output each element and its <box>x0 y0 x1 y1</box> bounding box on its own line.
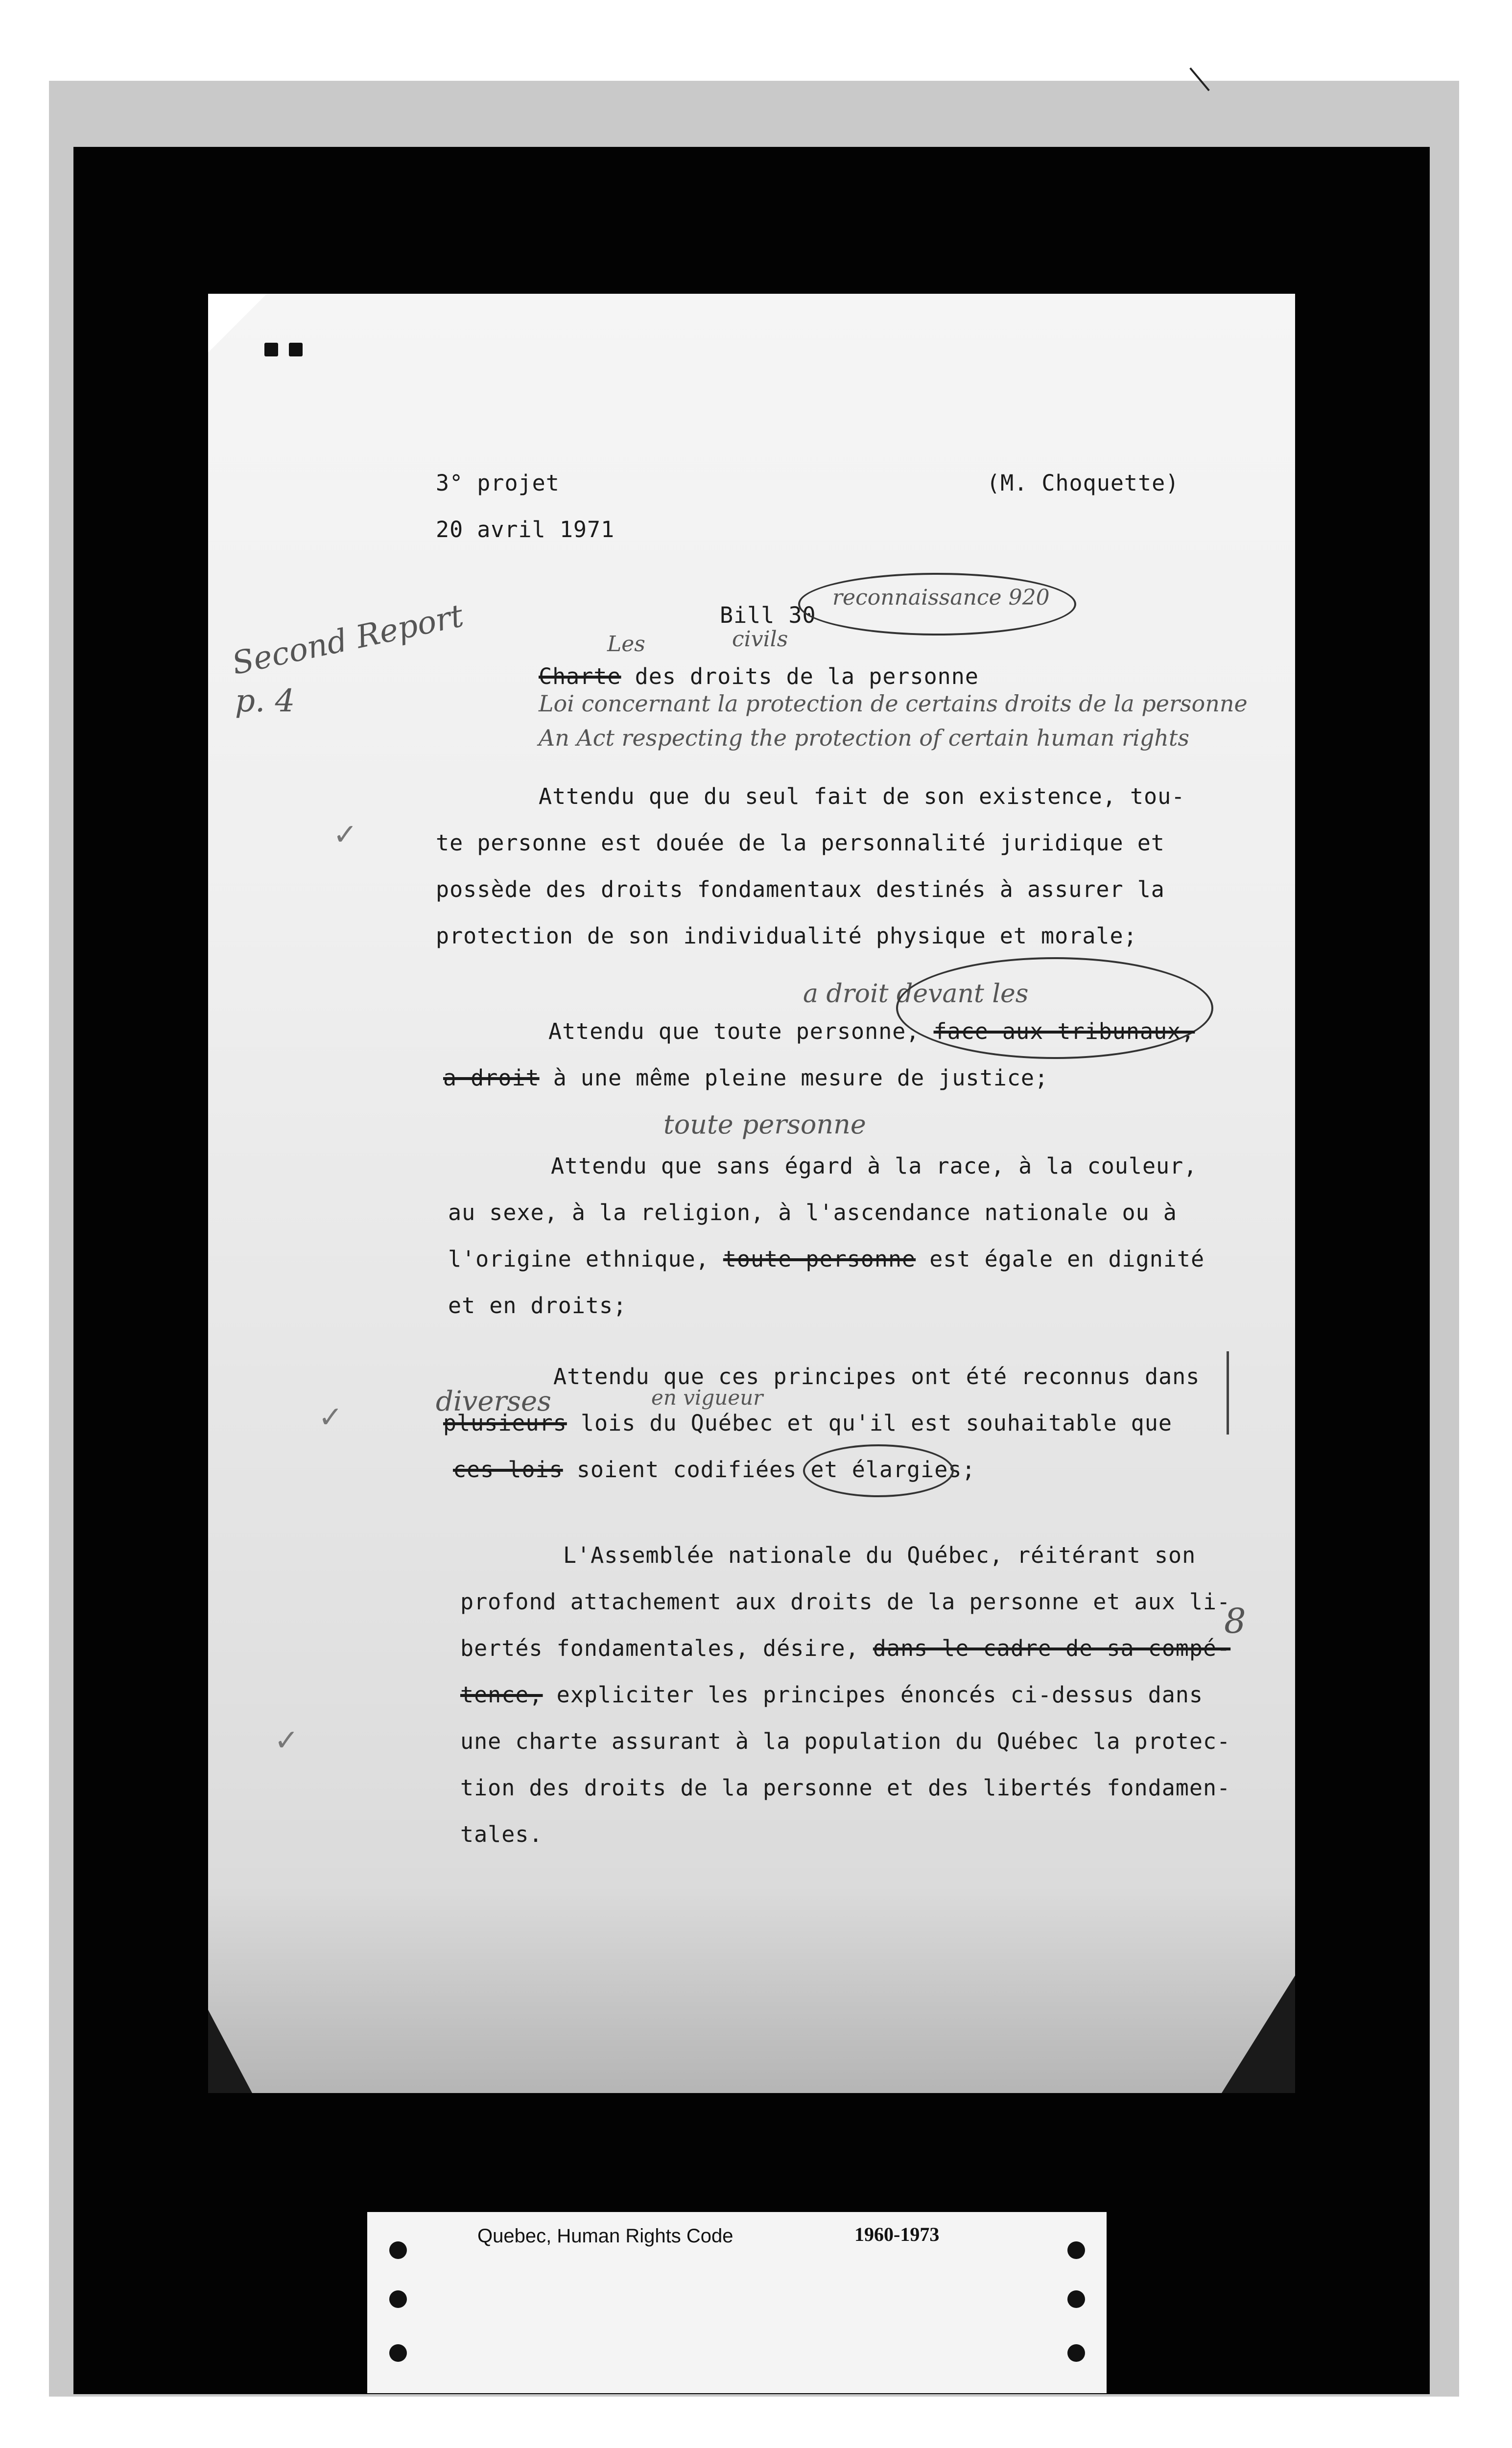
title-struck-word: Charte <box>539 663 621 689</box>
paragraph-2-struck-adroit: a droit <box>443 1065 540 1091</box>
paragraph-3-text: l'origine ethnique, <box>448 1246 709 1272</box>
paragraph-5-line-5: une charte assurant à la population du Québec la protec- <box>460 1728 1231 1754</box>
paragraph-5-line-2: profond attachement aux droits de la personne et aux li- <box>460 1589 1231 1615</box>
staple-holes <box>264 343 318 356</box>
handwritten-insert-diverses: diverses <box>436 1386 551 1417</box>
paragraph-5-line-3 <box>460 1635 1230 1661</box>
paragraph-2-line-2 <box>443 1065 1048 1091</box>
punch-hole <box>389 2241 407 2259</box>
paragraph-3-line-1: Attendu que sans égard à la race, à la couleur, <box>551 1153 1198 1179</box>
paragraph-1-line-1: Attendu que du seul fait de son existence, tou- <box>539 783 1185 809</box>
paragraph-5-line-1: L'Assemblée nationale du Québec, réitérant son <box>563 1542 1196 1568</box>
paragraph-4-struck-plusieurs: plusieurs <box>443 1410 567 1436</box>
paragraph-5-struck-tence: tence, <box>460 1682 543 1708</box>
paragraph-3-text-end: est égale en dignité <box>929 1246 1205 1272</box>
punch-hole <box>389 2344 407 2362</box>
title-text: des droits de la personne <box>635 663 979 689</box>
page-shadow <box>208 1887 1295 2093</box>
folded-corner-top-left <box>208 294 267 353</box>
paragraph-2-text-2: à une même pleine mesure de justice; <box>553 1065 1049 1091</box>
handwritten-insert-civils: civils <box>732 627 788 652</box>
paragraph-1-line-3: possède des droits fondamentaux destinés à assurer la <box>436 876 1165 902</box>
paragraph-3-struck-text: toute personne <box>723 1246 916 1272</box>
paragraph-4-line-1: Attendu que ces principes ont été reconnus dans <box>553 1364 1200 1389</box>
paragraph-3-line-4: et en droits; <box>448 1293 627 1318</box>
paragraph-5-line-7: tales. <box>460 1821 543 1847</box>
author: (M. Choquette) <box>987 470 1180 496</box>
margin-check-mark: ✓ <box>333 818 358 852</box>
paragraph-5-struck-text: dans le cadre de sa compé- <box>873 1635 1231 1661</box>
paragraph-4-struck-ces-lois: ces lois <box>453 1457 563 1483</box>
punch-hole <box>389 2290 407 2308</box>
paragraph-4-text-2: soient codifiées et élargies; <box>576 1457 976 1483</box>
paragraph-3-line-2: au sexe, à la religion, à l'ascendance nationale ou à <box>448 1200 1177 1225</box>
margin-check-mark-3: ✓ <box>274 1723 299 1758</box>
handwritten-title-english: An Act respecting the protection of certain human rights <box>539 725 1189 751</box>
paragraph-4-line-2 <box>443 1410 1172 1436</box>
document-date: 20 avril 1971 <box>436 517 615 542</box>
punch-hole <box>1067 2241 1085 2259</box>
handwritten-insert-en-vigueur: en vigueur <box>651 1386 763 1410</box>
margin-bracket <box>1227 1351 1229 1435</box>
handwritten-bill-note: reconnaissance 920 <box>832 585 1050 610</box>
paragraph-2-struck-text: face aux tribunaux, <box>933 1018 1195 1044</box>
document-title <box>539 663 979 689</box>
handwritten-insert-les: Les <box>607 632 645 657</box>
paragraph-2-line-1 <box>548 1018 1195 1044</box>
paragraph-5-line-6: tion des droits de la personne et des libertés fondamen- <box>460 1775 1231 1801</box>
handwritten-insert-devant: a droit devant les <box>803 979 1029 1009</box>
paragraph-5-text: bertés fondamentales, désire, <box>460 1635 859 1661</box>
punch-hole <box>1067 2344 1085 2362</box>
handwritten-insert-toute-personne: toute personne <box>663 1109 866 1140</box>
margin-note-page: p. 4 <box>235 683 295 719</box>
margin-number: 8 <box>1224 1601 1246 1641</box>
paragraph-5-line-4 <box>460 1682 1203 1708</box>
folded-corner-bottom-right <box>1222 1976 1295 2093</box>
archive-label-years: 1960-1973 <box>854 2223 940 2245</box>
margin-check-mark-2: ✓ <box>318 1400 343 1435</box>
margin-note-report: Second Report <box>229 597 467 683</box>
punch-hole <box>1067 2290 1085 2308</box>
paragraph-1-line-2: te personne est douée de la personnalité juridique et <box>436 830 1165 856</box>
handwritten-circle-elargies <box>803 1444 954 1497</box>
folded-corner-bottom-left <box>208 2010 252 2093</box>
paragraph-3-line-3 <box>448 1246 1205 1272</box>
paragraph-5-text-2: expliciter les principes énoncés ci-dessus dans <box>556 1682 1203 1708</box>
handwritten-title-french: Loi concernant la protection de certains droits de la personne <box>539 690 1248 717</box>
paragraph-2-text: Attendu que toute personne, <box>548 1018 920 1044</box>
draft-number: 3° projet <box>436 470 560 496</box>
paragraph-1-line-4: protection de son individualité physique et morale; <box>436 923 1137 949</box>
bill-number: Bill 30 <box>720 602 816 628</box>
paragraph-4-text: lois du Québec et qu'il est souhaitable que <box>580 1410 1172 1436</box>
document-page <box>208 294 1295 2093</box>
archive-label-title: Quebec, Human Rights Code <box>477 2225 733 2247</box>
